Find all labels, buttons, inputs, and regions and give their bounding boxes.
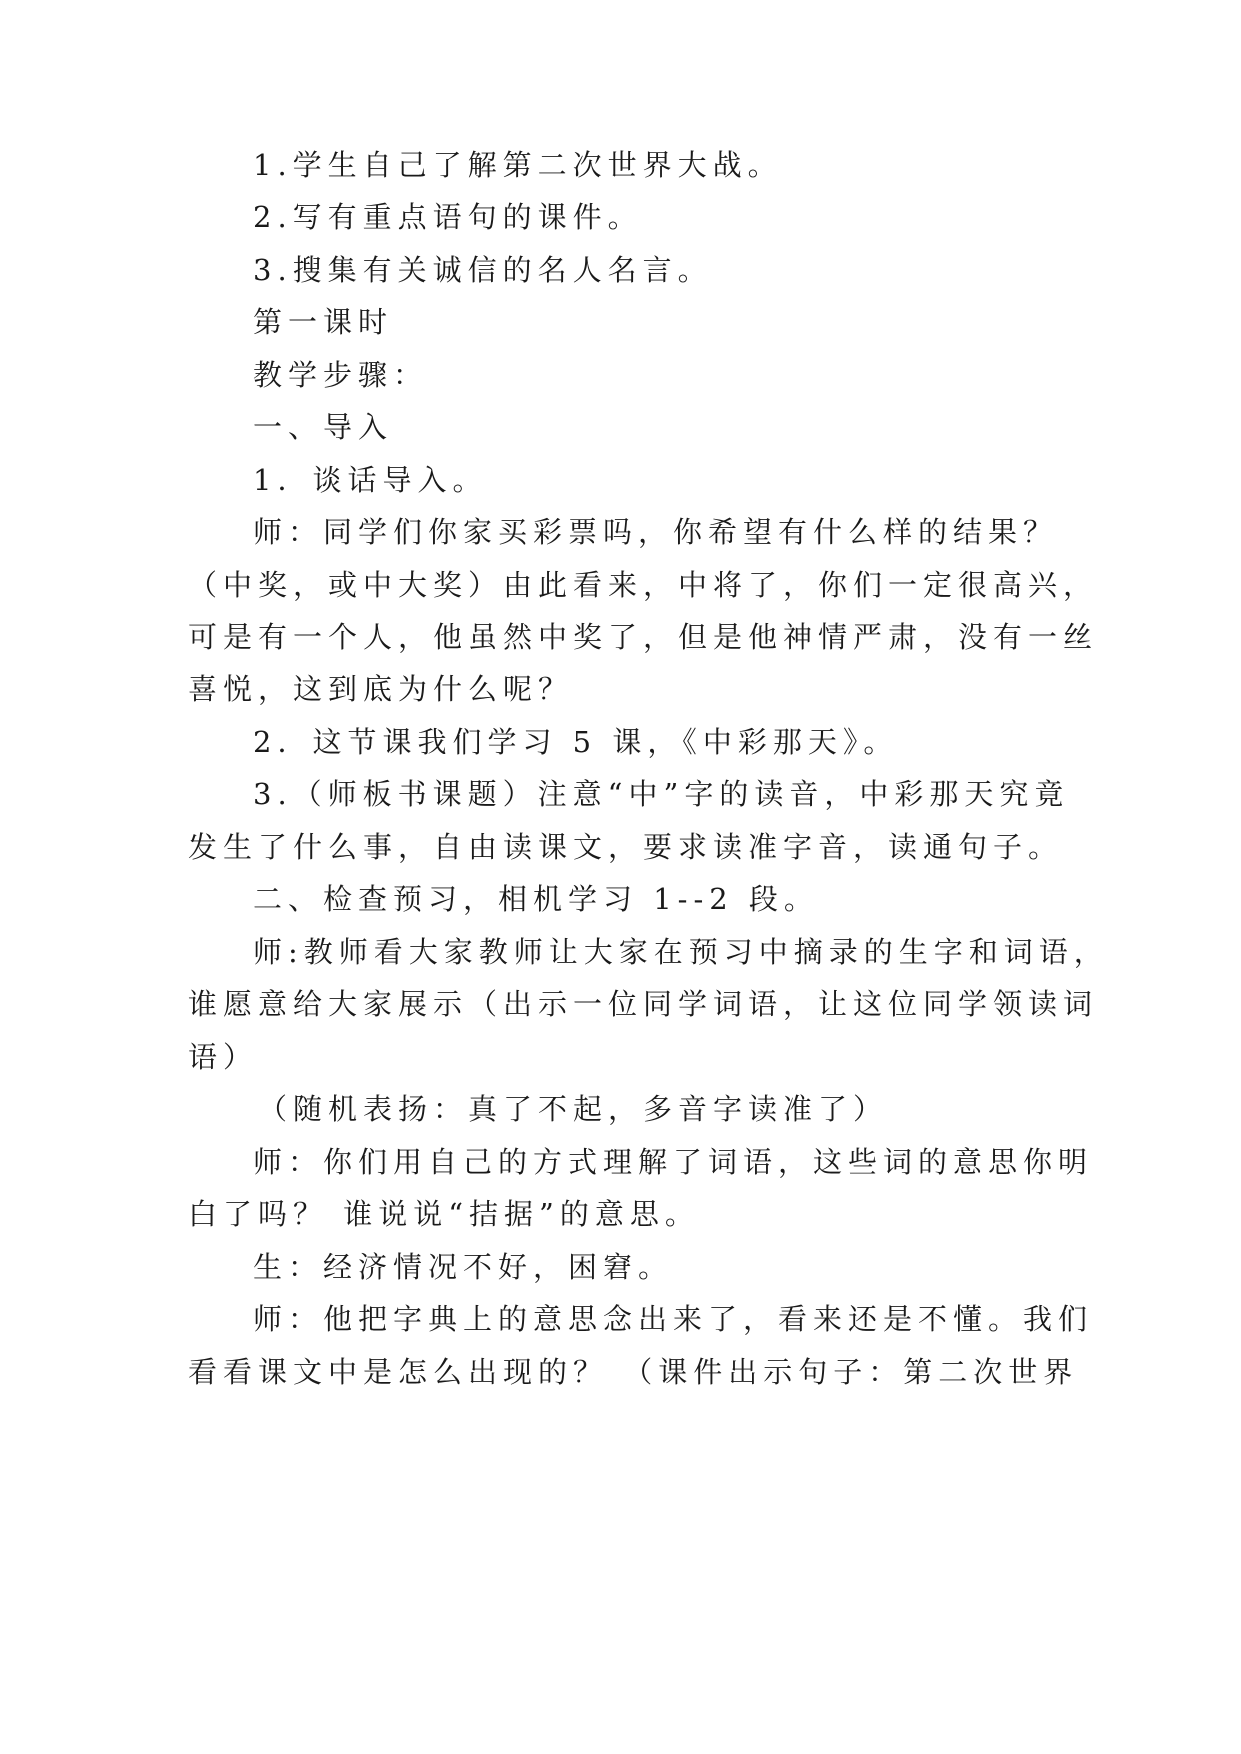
text-line: 师:教师看大家教师让大家在预习中摘录的生字和词语，: [253, 935, 1109, 969]
text-line: 3.（师板书课题）注意“中”字的读音，中彩那天究竟: [253, 777, 1070, 811]
text-line: 1．谈话导入。: [253, 463, 488, 497]
section-heading: 二、检查预习，相机学习 1--2 段。: [253, 882, 819, 916]
text-line: 3.搜集有关诚信的名人名言。: [253, 253, 713, 287]
text-line: 谁愿意给大家展示（出示一位同学词语，让这位同学领读词: [188, 987, 1099, 1021]
section-heading: 第一课时: [253, 305, 394, 339]
text-line: 看看课文中是怎么出现的？ （课件出示句子：第二次世界: [188, 1355, 1079, 1389]
text-line: （中奖，或中大奖）由此看来，中将了，你们一定很高兴，: [188, 568, 1099, 602]
text-line: 2.写有重点语句的课件。: [253, 200, 643, 234]
section-heading: 教学步骤：: [253, 358, 429, 392]
text-line: 师：他把字典上的意思念出来了，看来还是不懂。我们: [253, 1302, 1094, 1336]
text-line: 1.学生自己了解第二次世界大战。: [253, 148, 783, 182]
text-line: 语）: [188, 1040, 259, 1074]
text-line: 发生了什么事，自由读课文，要求读准字音，读通句子。: [188, 830, 1064, 864]
text-line: 可是有一个人，他虽然中奖了，但是他神情严肃，没有一丝: [188, 620, 1099, 654]
text-line: 喜悦，这到底为什么呢？: [188, 672, 574, 706]
section-heading: 一、导入: [253, 410, 394, 444]
text-line: 师：同学们你家买彩票吗，你希望有什么样的结果？: [253, 515, 1059, 549]
text-line: 白了吗？ 谁说说“拮据”的意思。: [188, 1197, 700, 1231]
text-line: 2．这节课我们学习 5 课，《中彩那天》。: [253, 725, 899, 759]
text-line: 生：经济情况不好，困窘。: [253, 1250, 674, 1284]
text-line: 师：你们用自己的方式理解了词语，这些词的意思你明: [253, 1145, 1094, 1179]
text-line: （随机表扬：真了不起，多音字读准了）: [258, 1092, 889, 1126]
